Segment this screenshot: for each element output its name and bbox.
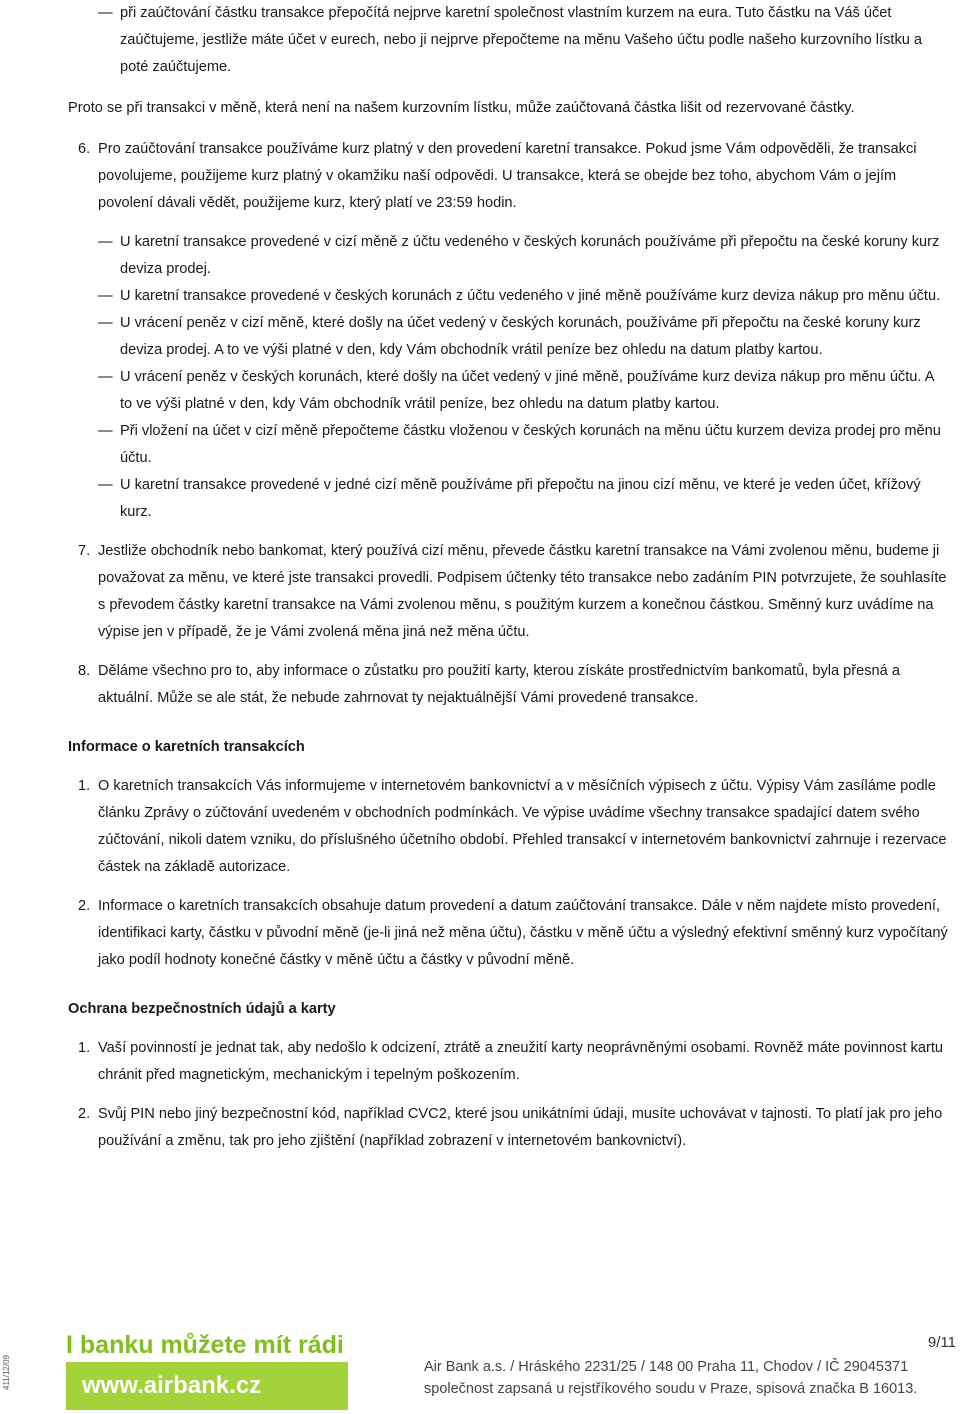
item-text: Vaší povinností je jednat tak, aby nedošlo k odcizení, ztrátě a zneužití karty neoprávněnými osobami. Rovněž máte povinnost kartu chránit před magnetickým, mechanickým i tepelným poškozením. [98,1040,944,1083]
list-item [68,1101,948,1155]
dash-text: při zaúčtování částku transakce přepočítá nejprve karetní společnost vlastním kurzem na eura. Tuto částku na Váš účet zaúčtujeme, jestliže máte účet v eurech, nebo ji nejprve přepočteme na měnu Vašeho účtu podle našeho kurzovního lístku a poté zaúčtujeme. [120,5,923,75]
dash-item [68,310,948,364]
list-item-7 [68,538,948,646]
dash-text: U karetní transakce provedené v jedné cizí měně používáme při přepočtu na jinou cizí měnu, ve které je veden účet, křížový kurz. [120,477,921,520]
dash-mark: — [98,423,113,439]
dash-item [68,472,948,526]
item-number: 8. [78,663,91,679]
dash-mark: — [98,369,113,385]
company-address: Air Bank a.s. / Hráského 2231/25 / 148 00 Praha 11, Chodov / IČ 29045371 [424,1359,909,1375]
dash-mark: — [98,234,113,250]
document-body [68,0,948,1155]
company-registration: společnost zapsaná u rejstříkového soudu v Praze, spisová značka B 16013. [424,1381,918,1397]
item-number: 2. [78,1106,91,1122]
dash-item [68,364,948,418]
list-item [68,1035,948,1089]
dash-text: U vrácení peněz v cizí měně, které došly na účet vedený v českých korunách, používáme při přepočtu na české koruny kurz deviza prodej. A to ve výši platné v den, kdy Vám obchodník vrátil peníze bez ohledu na datum platby kartou. [120,315,921,358]
dash-text: U vrácení peněz v českých korunách, které došly na účet vedený v jiné měně, používáme kurz deviza nákup pro měnu účtu. A to ve výši platné v den, kdy Vám obchodník vrátil peníze, bez ohledu na datum platby kartou. [120,369,934,412]
dash-item [68,229,948,283]
section-heading: Informace o karetních transakcích [68,739,305,755]
list-item [68,773,948,881]
section-heading: Ochrana bezpečnostních údajů a karty [68,1001,336,1017]
document-code: 411/12/09 [2,1355,11,1390]
item-number: 1. [78,778,91,794]
website-link[interactable]: www.airbank.cz [82,1372,262,1399]
item-number: 7. [78,543,91,559]
dash-text: U karetní transakce provedené v českých korunách z účtu vedeného v jiné měně používáme kurz deviza nákup pro měnu účtu. [120,288,941,304]
item-number: 2. [78,898,91,914]
item-text: Svůj PIN nebo jiný bezpečnostní kód, například CVC2, které jsou unikátními údaji, musíte uchovávat v tajnosti. To platí jak pro jeho používání a změnu, tak pro jeho zjištění (například zobrazení v internetovém bankovnictví). [98,1106,943,1149]
list-item [68,893,948,974]
dash-mark: — [98,477,113,493]
item-text: Děláme všechno pro to, aby informace o zůstatku pro použití karty, kterou získáte prostřednictvím bankomatů, byla přesná a aktuální. Může se ale stát, že nebude zahrnovat ty nejaktuálnější Vámi provedené transakce. [98,663,900,706]
brand-slogan: I banku můžete mít rádi [66,1331,344,1359]
item-text: Jestliže obchodník nebo bankomat, který používá cizí měnu, převede částku karetní transakce na Vámi zvolenou měnu, budeme ji považovat za měnu, ve které jste transakci provedli. Podpisem účtenky této transakce nebo zadáním PIN potvrzujete, že souhlasíte s převodem částky karetní transakce na Vámi zvolenou měnu, s použitým kurzem a konečnou částkou. Směnný kurz uvádíme na výpise jen v případě, že je Vámi zvolená měna jiná než měna účtu. [98,543,947,640]
dash-mark: — [98,315,113,331]
list-item-8 [68,658,948,712]
dash-item [68,418,948,472]
item-text: Informace o karetních transakcích obsahuje datum provedení a datum zaúčtování transakce. Dále v něm najdete místo provedení, identifikaci karty, částku v původní měně (je-li jiná než měna účtu), částku v měně účtu a výsledný efektivní směnný kurz vypočítaný jako podíl hodnoty konečné částky v měně účtu a částky v původní měně. [98,898,948,968]
paragraph-proto: Proto se při transakci v měně, která není na našem kurzovním lístku, může zaúčtovaná částka lišit od rezervované částky. [68,100,855,116]
item-number: 1. [78,1040,91,1056]
page-number: 9/11 [927,1334,956,1351]
dash-mark: — [98,5,113,21]
list-item-6 [68,136,948,217]
dash-text: Při vložení na účet v cizí měně přepočteme částku vloženou v českých korunách na měnu účtu kurzem deviza prodej pro měnu účtu. [120,423,941,466]
item-text: O karetních transakcích Vás informujeme v internetovém bankovnictví a v měsíčních výpisech z účtu. Výpisy Vám zasíláme podle článku Zprávy o zúčtování uvedeném v obchodních podmínkách. Ve výpise uvádíme všechny transakce spadající datem svého zúčtování, nikoli datem vzniku, do příslušného účetního období. Přehled transakcí v internetovém bankovnictví zahrnuje i rezervace částek na základě autorizace. [98,778,947,875]
dash-item [68,283,948,310]
item-number: 6. [78,141,91,157]
dash-item [68,0,948,81]
item-text: Pro zaúčtování transakce používáme kurz platný v den provedení karetní transakce. Pokud jsme Vám odpověděli, že transakci povolujeme, použijeme kurz platný v okamžiku naší odpovědi. U transakce, která se obejde bez toho, abychom Vám o jejím povolení dávali vědět, použijeme kurz, který platí ve 23:59 hodin. [98,141,917,211]
dash-text: U karetní transakce provedené v cizí měně z účtu vedeného v českých korunách používáme při přepočtu na české koruny kurz deviza prodej. [120,234,940,277]
dash-mark: — [98,288,113,304]
